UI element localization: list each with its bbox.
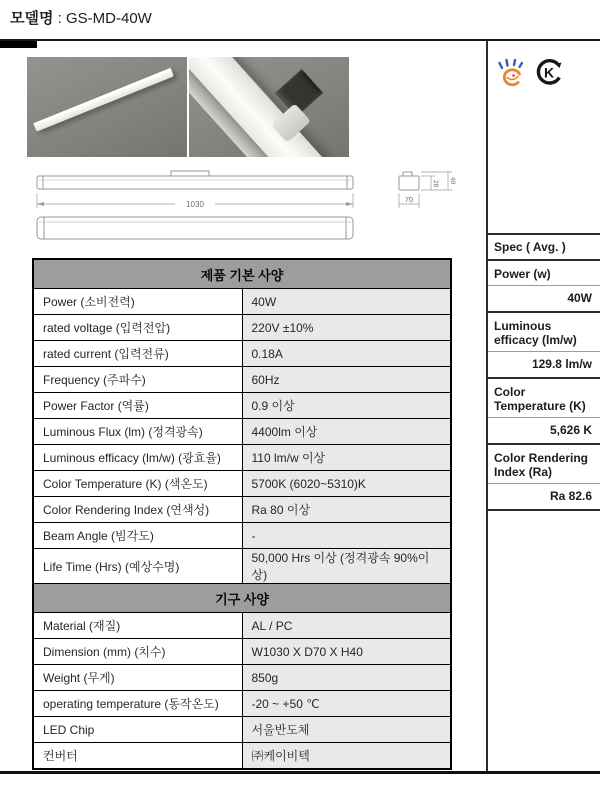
model-label: 모델명 (10, 10, 54, 27)
table-row (33, 367, 451, 393)
spec-label: Power (소비전력) (33, 289, 242, 315)
table-row (33, 315, 451, 341)
spec-label: rated current (입력전류) (33, 341, 242, 367)
table-row (33, 717, 451, 743)
spec-value: 50,000 Hrs 이상 (정격광속 90%이상) (242, 549, 451, 584)
avg-spec-block (488, 233, 600, 511)
ks-certification-icon (534, 57, 564, 87)
spec-label: Beam Angle (빔각도) (33, 523, 242, 549)
spec-label: LED Chip (33, 717, 242, 743)
table-row (33, 691, 451, 717)
technical-drawing (25, 160, 460, 252)
spec-value: W1030 X D70 X H40 (242, 639, 451, 665)
table-row (33, 743, 451, 770)
table-row (33, 393, 451, 419)
spec-label: Power Factor (역률) (33, 393, 242, 419)
table-row (33, 497, 451, 523)
avg-spec-value: 5,626 K (488, 418, 600, 445)
title-underline-tab (0, 41, 37, 48)
svg-text:K: K (543, 64, 555, 81)
spec-value: ㈜케이비텍 (242, 743, 451, 770)
avg-spec-label: Luminous efficacy (lm/w) (488, 313, 600, 352)
table-row (33, 613, 451, 639)
spec-value: 서울반도체 (242, 717, 451, 743)
spec-value: 60Hz (242, 367, 451, 393)
table-row (33, 549, 451, 584)
spec-value: 40W (242, 289, 451, 315)
spec-label: operating temperature (동작온도) (33, 691, 242, 717)
page-title (10, 7, 152, 28)
product-photo-detail-view (189, 57, 349, 157)
spec-table (32, 258, 452, 770)
spec-value: Ra 80 이상 (242, 497, 451, 523)
spec-label: 컨버터 (33, 743, 242, 770)
dim-height-total-label: 40 (449, 177, 456, 185)
avg-spec-value: 129.8 lm/w (488, 352, 600, 379)
spec-label: Life Time (Hrs) (예상수명) (33, 549, 242, 584)
product-photo-full-view (27, 57, 187, 157)
dim-length-label: 1030 (186, 200, 204, 209)
section-header-mechanical: 기구 사양 (33, 584, 451, 613)
dim-depth-label: 70 (404, 195, 414, 204)
avg-spec-header: Spec ( Avg. ) (488, 233, 600, 261)
led-bar-image (33, 68, 174, 132)
energy-efficiency-icon (496, 57, 528, 91)
spec-value: 220V ±10% (242, 315, 451, 341)
spec-label: Frequency (주파수) (33, 367, 242, 393)
avg-spec-label: Color Rendering Index (Ra) (488, 445, 600, 484)
summary-sidebar (488, 41, 600, 771)
spec-value: - (242, 523, 451, 549)
table-row (33, 341, 451, 367)
spec-value: 110 lm/w 이상 (242, 445, 451, 471)
spec-label: Luminous Flux (lm) (정격광속) (33, 419, 242, 445)
spec-label: Color Temperature (K) (색온도) (33, 471, 242, 497)
table-row (33, 471, 451, 497)
spec-label: Dimension (mm) (치수) (33, 639, 242, 665)
spec-label: rated voltage (입력전압) (33, 315, 242, 341)
table-row (33, 419, 451, 445)
spec-value: -20 ~ +50 ℃ (242, 691, 451, 717)
avg-spec-value: Ra 82.6 (488, 484, 600, 511)
table-row (33, 445, 451, 471)
model-number: : GS-MD-40W (53, 10, 152, 27)
spec-label: Luminous efficacy (lm/w) (광효율) (33, 445, 242, 471)
certification-marks (496, 57, 600, 91)
table-row (33, 665, 451, 691)
avg-spec-label: Power (w) (488, 261, 600, 286)
spec-label: Material (재질) (33, 613, 242, 639)
spec-value: 850g (242, 665, 451, 691)
page-bottom-rule (0, 771, 600, 774)
spec-value: AL / PC (242, 613, 451, 639)
spec-value: 0.9 이상 (242, 393, 451, 419)
section-header-basic: 제품 기본 사양 (33, 259, 451, 289)
avg-spec-label: Color Temperature (K) (488, 379, 600, 418)
section-header-row (33, 259, 451, 289)
spec-label: Color Rendering Index (연색성) (33, 497, 242, 523)
section-header-row (33, 584, 451, 613)
spec-value: 4400lm 이상 (242, 419, 451, 445)
spec-value: 5700K (6020~5310)K (242, 471, 451, 497)
avg-spec-value: 40W (488, 286, 600, 313)
spec-label: Weight (무게) (33, 665, 242, 691)
dim-height-body-label: 28 (432, 180, 439, 188)
table-row (33, 523, 451, 549)
led-profile-image (189, 57, 333, 157)
table-row (33, 289, 451, 315)
spec-value: 0.18A (242, 341, 451, 367)
table-row (33, 639, 451, 665)
